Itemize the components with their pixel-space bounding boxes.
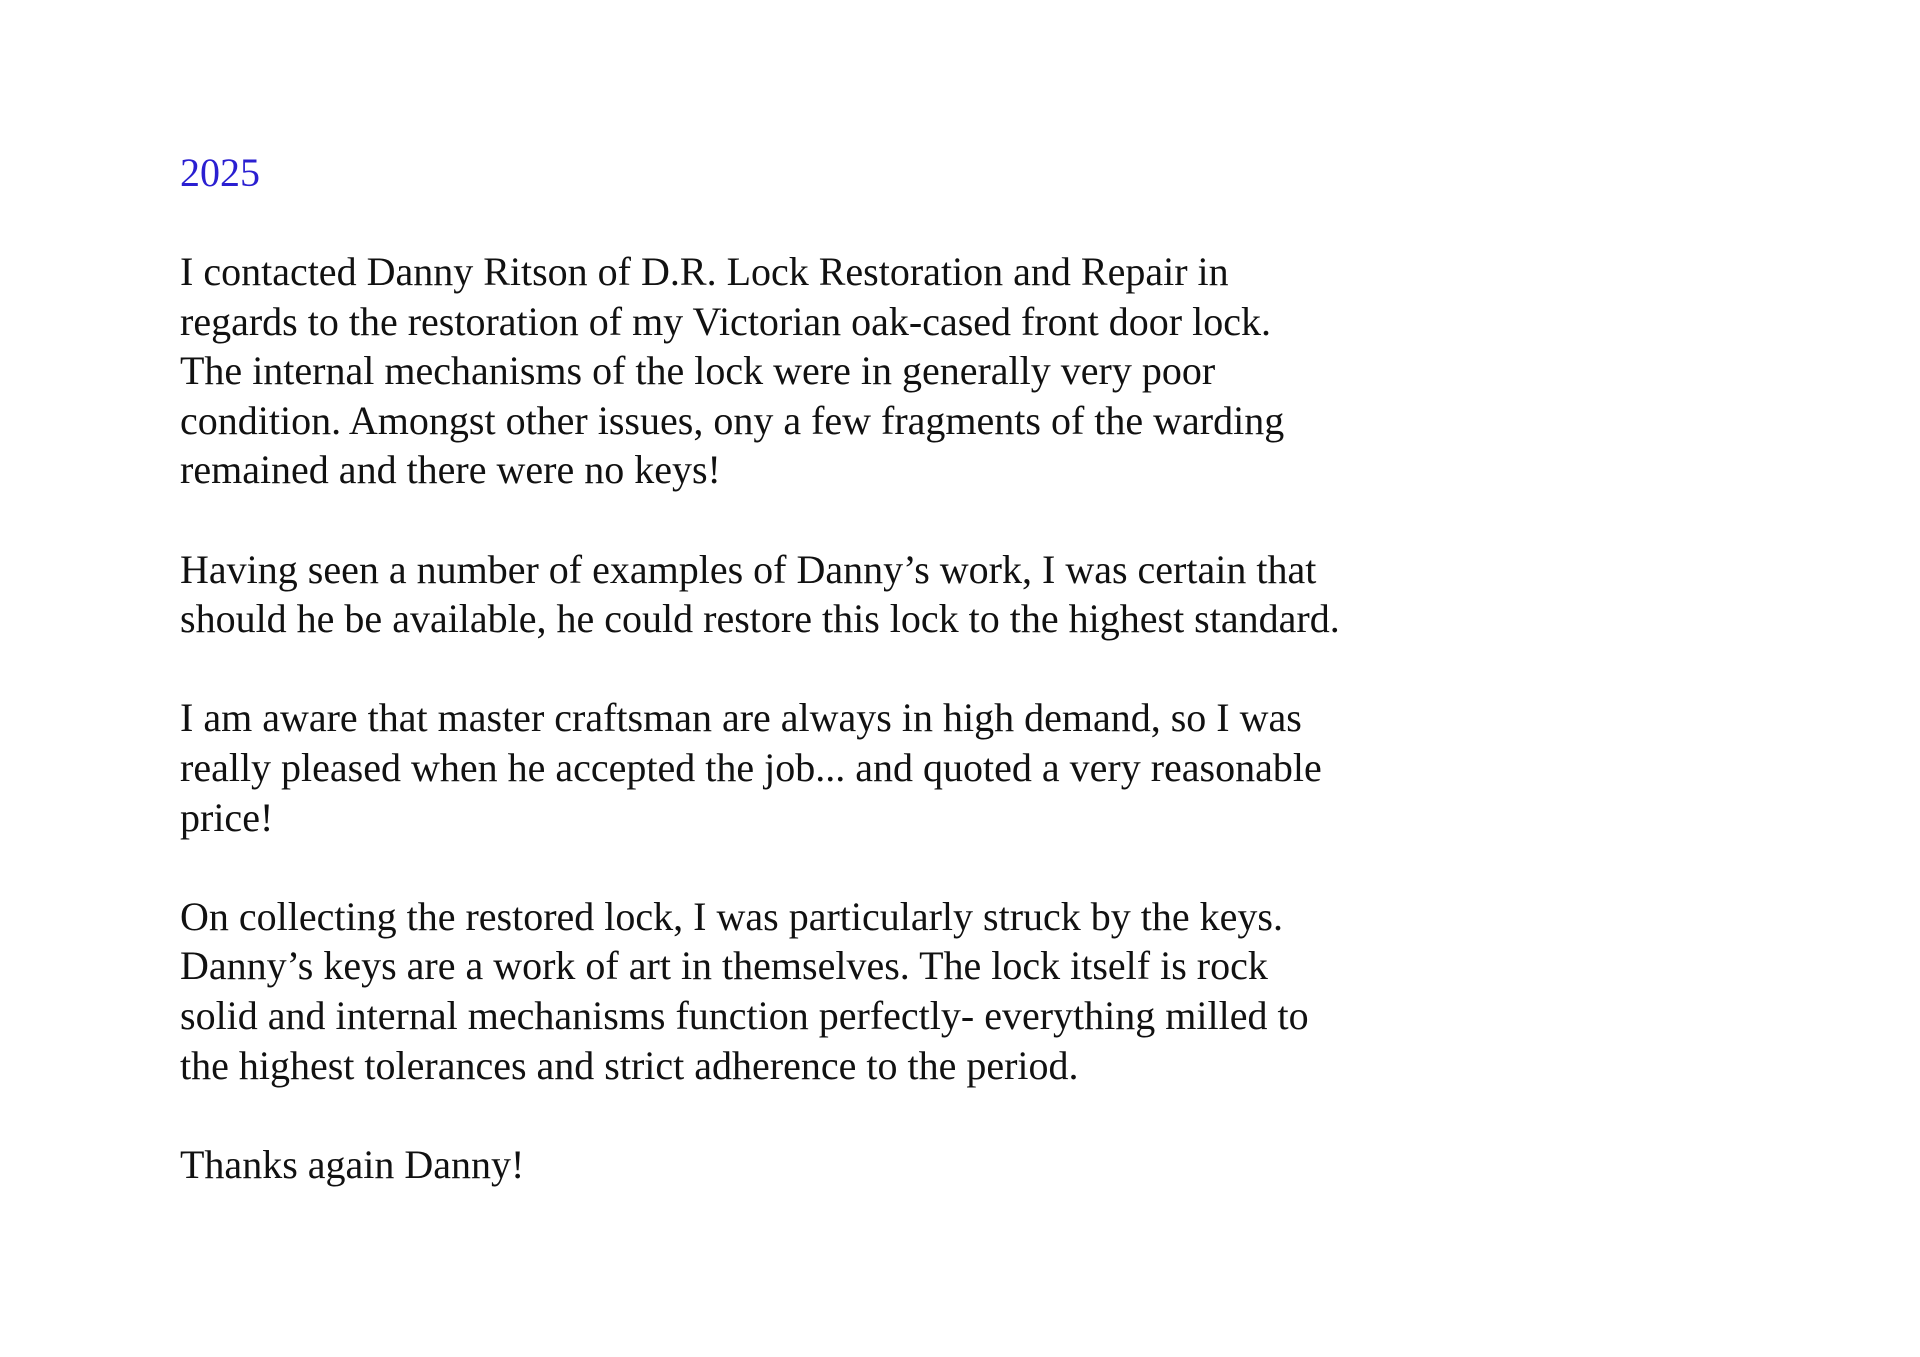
text-line: condition. Amongst other issues, ony a few fragments of the warding <box>180 397 1285 443</box>
paragraph-confidence <box>180 545 1460 644</box>
text-line: I contacted Danny Ritson of D.R. Lock Restoration and Repair in <box>180 249 1229 294</box>
text-line: Danny’s keys are a work of art in themselves. The lock itself is rock <box>180 943 1268 989</box>
text-line: The internal mechanisms of the lock were in generally very poor <box>180 348 1216 394</box>
paragraph-intro <box>180 247 1460 495</box>
text-line: price! <box>180 794 274 840</box>
text-line: really pleased when he accepted the job... and quoted a very reasonable <box>180 744 1322 790</box>
testimonial-document <box>180 148 1460 1239</box>
year-heading: 2025 <box>180 150 260 195</box>
text-line: the highest tolerances and strict adherence to the period. <box>180 1042 1079 1088</box>
paragraph-thanks <box>180 1140 1460 1190</box>
paragraph-acceptance <box>180 693 1460 842</box>
paragraph-result <box>180 892 1460 1090</box>
text-line: should he be available, he could restore this lock to the highest standard. <box>180 596 1340 642</box>
text-line: remained and there were no keys! <box>180 447 721 493</box>
text-line: Having seen a number of examples of Danny’s work, I was certain that <box>180 546 1317 592</box>
text-line: Thanks again Danny! <box>180 1141 525 1187</box>
text-line: On collecting the restored lock, I was particularly struck by the keys. <box>180 893 1283 939</box>
text-line: I am aware that master craftsman are always in high demand, so I was <box>180 695 1302 741</box>
text-line: solid and internal mechanisms function perfectly- everything milled to <box>180 992 1309 1038</box>
text-line: regards to the restoration of my Victorian oak-cased front door lock. <box>180 298 1271 344</box>
